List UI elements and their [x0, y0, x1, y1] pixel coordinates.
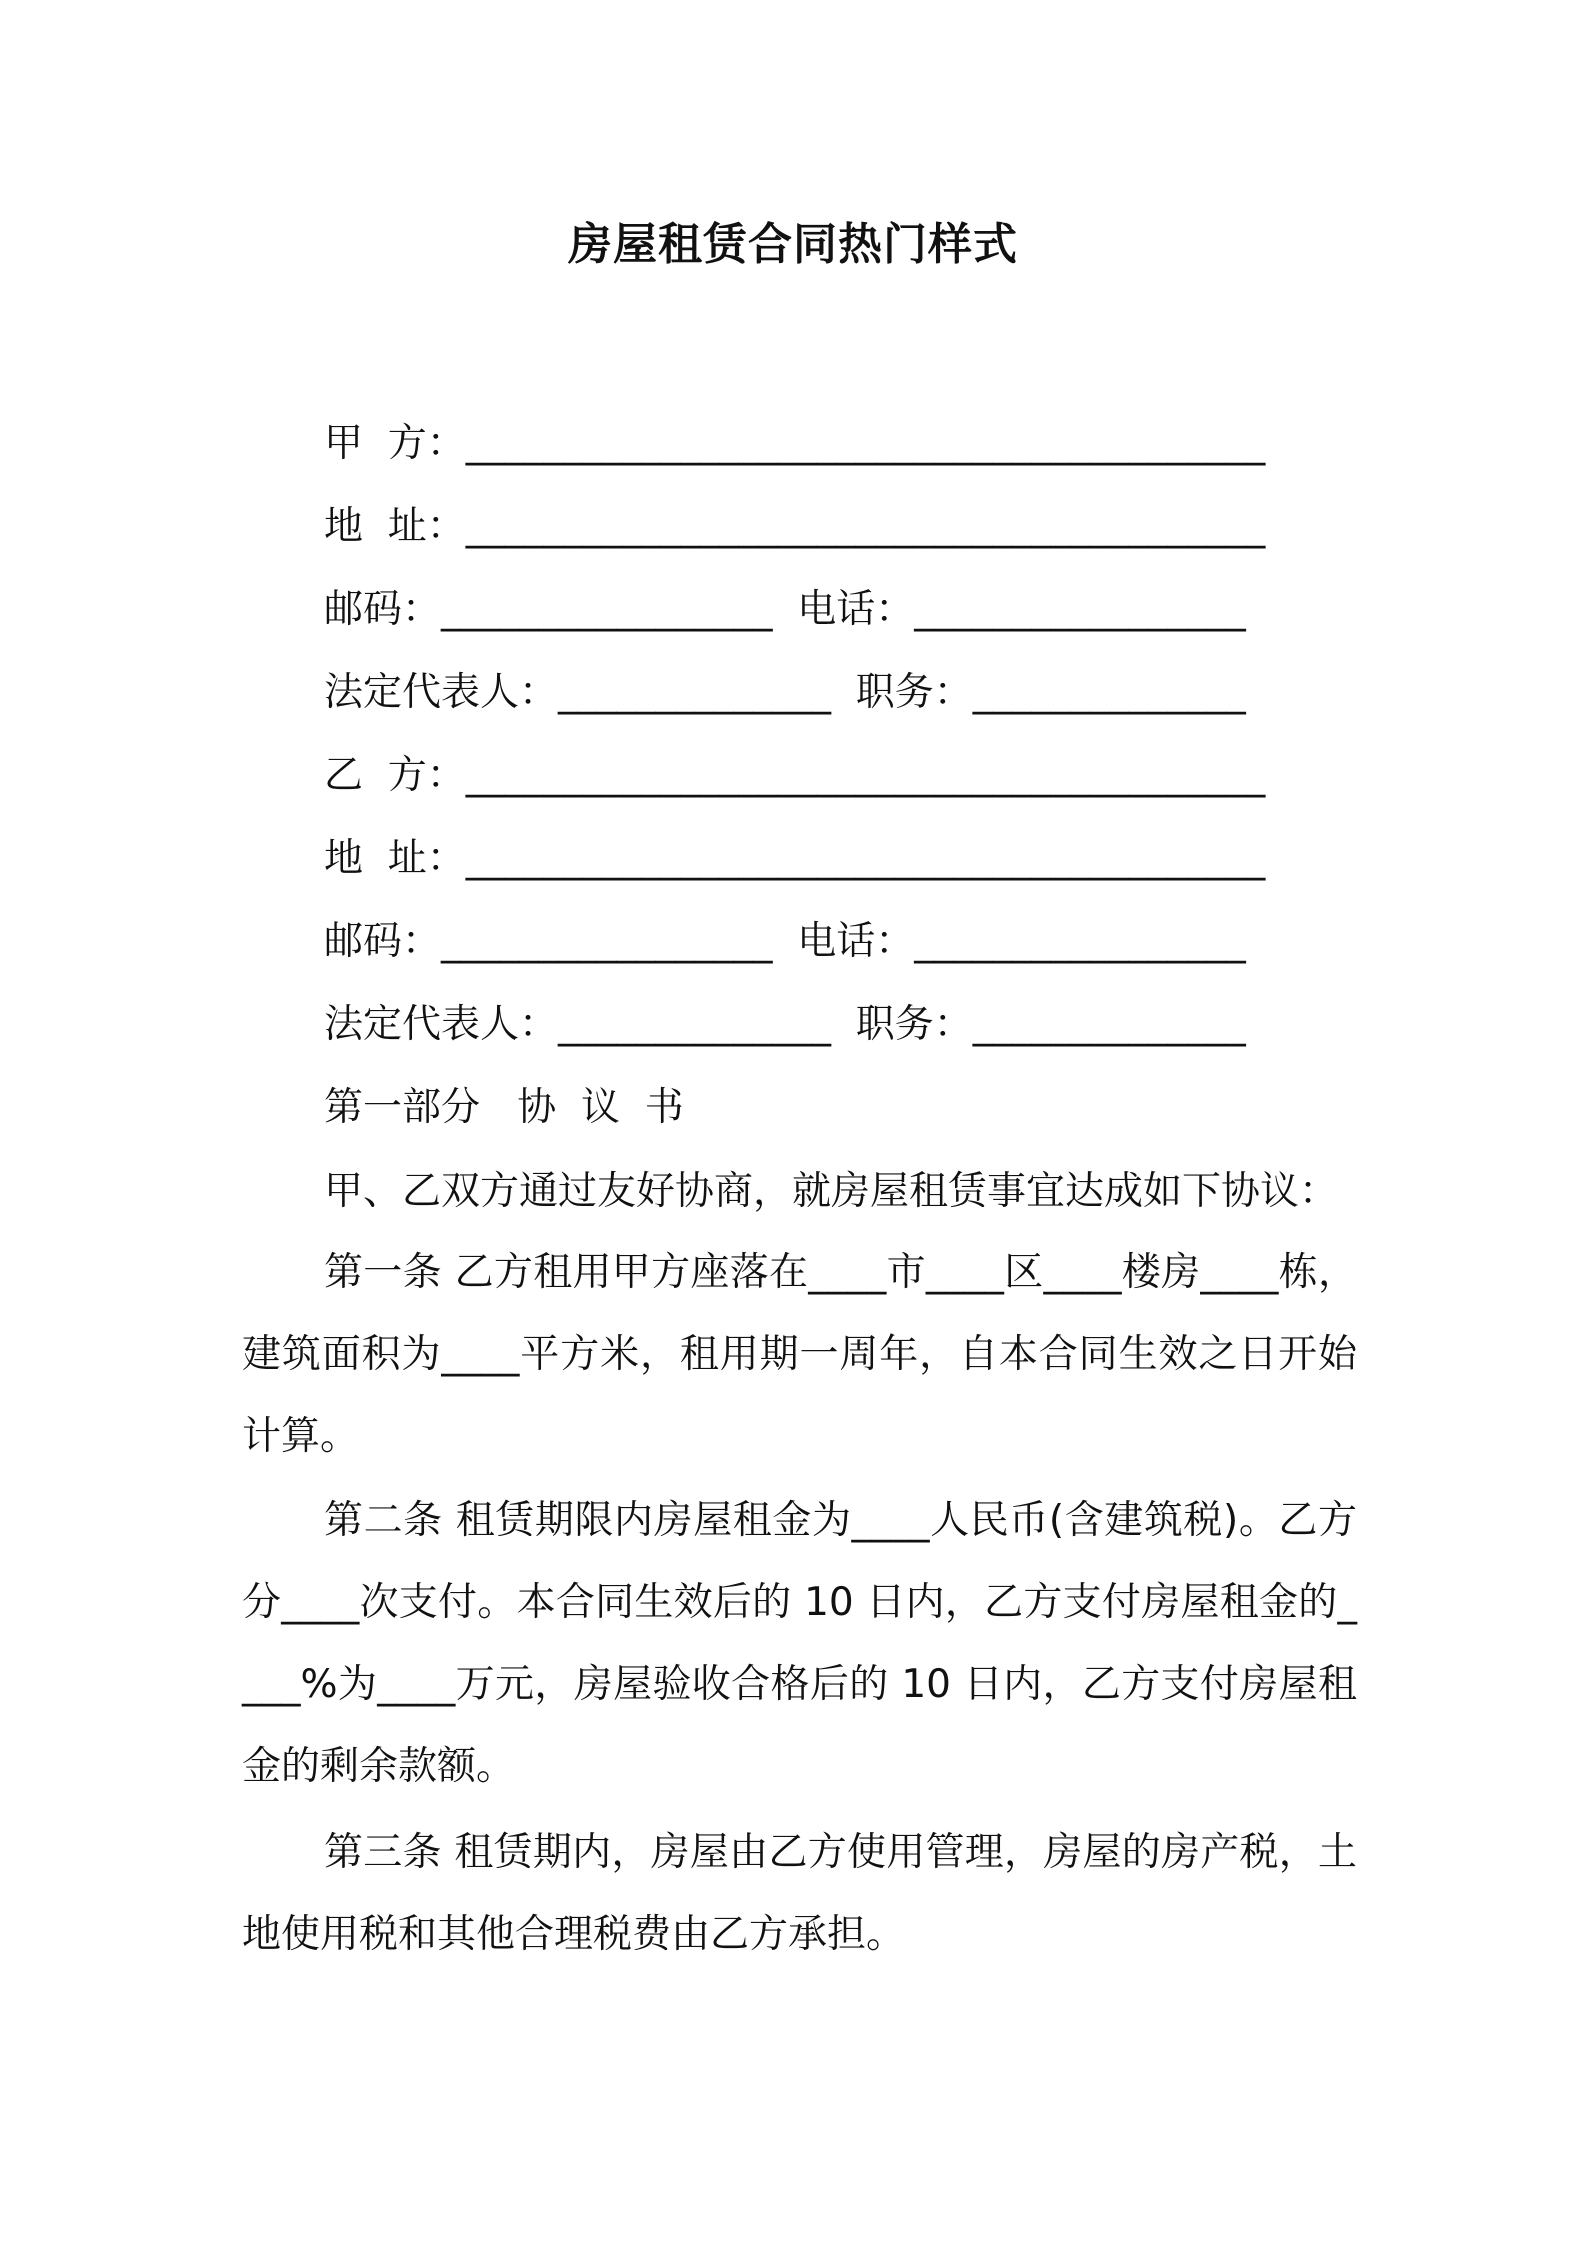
party-a-name-line: 甲 方：_________________________________________: [324, 421, 1266, 466]
party-a-rep-position-line: 法定代表人：______________ 职务：______________: [324, 670, 1246, 715]
intro-paragraph: 甲、乙双方通过友好协商，就房屋租赁事宜达成如下协议：: [324, 1169, 1339, 1214]
party-a-zip-phone-line: 邮码：_________________ 电话：_________________: [324, 587, 1246, 632]
party-b-zip-phone-line: 邮码：_________________ 电话：_________________: [324, 919, 1246, 964]
party-b-name-line: 乙 方：_________________________________________: [324, 753, 1266, 798]
article-2: 第二条 租赁期限内房屋租金为____人民币(含建筑税)。乙方分____次支付。本合同生效后的 10 日内，乙方支付房屋租金的____%为____万元，房屋验收合格后的 10 日内，乙方支付房屋租金的剩余款额。: [242, 1498, 1357, 1789]
party-a-address-line: 地 址：_________________________________________: [324, 504, 1266, 549]
party-b-rep-position-line: 法定代表人：______________ 职务：______________: [324, 1002, 1246, 1047]
article-1: 第一条 乙方租用甲方座落在____市____区____楼房____栋，建筑面积为____平方米，租用期一周年，自本合同生效之日开始计算。: [242, 1250, 1357, 1459]
article-3: 第三条 租赁期内，房屋由乙方使用管理，房屋的房产税，土地使用税和其他合理税费由乙方承担。: [242, 1830, 1357, 1957]
party-b-address-line: 地 址：_________________________________________: [324, 836, 1266, 881]
document-title: 房屋租赁合同热门样式: [568, 219, 1018, 270]
part-one-heading: 第一部分 协 议 书: [324, 1085, 684, 1130]
